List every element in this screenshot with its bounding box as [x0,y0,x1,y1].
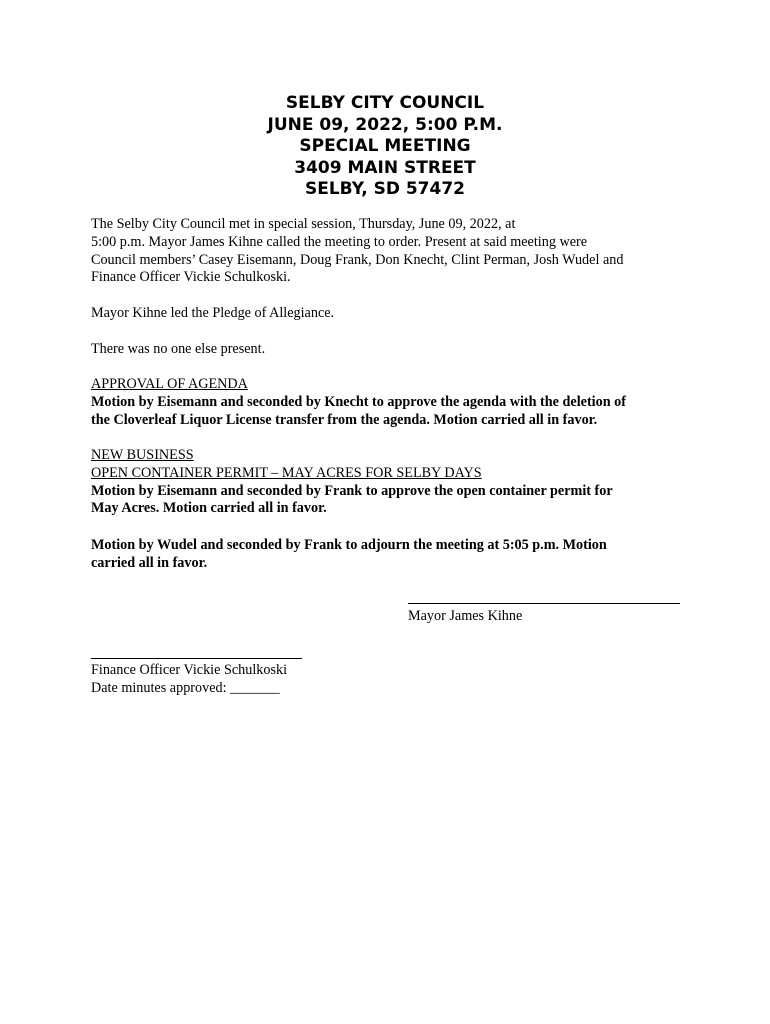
finance-officer-signature-block [91,662,287,698]
date-approved-label: Date minutes approved: _______ [91,679,280,696]
header-street-address: 3409 MAIN STREET [294,157,476,178]
header-council-name: SELBY CITY COUNCIL [285,93,485,113]
new-business-heading: NEW BUSINESS [91,447,194,463]
adjourn-motion-line: Motion by Wudel and seconded by Frank to adjourn the meeting at 5:05 p.m. Motion [91,537,607,553]
pledge-text: Mayor Kihne led the Pledge of Allegiance. [91,305,335,321]
new-business-section [91,447,691,518]
adjourn-section [91,537,691,573]
open-container-permit-heading: OPEN CONTAINER PERMIT – MAY ACRES FOR SELBY DAYS [91,464,482,481]
attendance-text: There was no one else present. [91,341,266,357]
finance-officer-signature-line [91,658,302,659]
attendance-paragraph [91,341,691,359]
permit-motion-line: Motion by Eisemann and seconded by Frank to approve the open container permit for [91,482,613,499]
intro-line: Finance Officer Vickie Schulkoski. [91,269,291,286]
header-meeting-type: SPECIAL MEETING [299,136,471,156]
finance-officer-label: Finance Officer Vickie Schulkoski [91,662,288,678]
agenda-motion-line: Motion by Eisemann and seconded by Knecht to approve the agenda with the deletion of [91,393,626,410]
agenda-heading: APPROVAL OF AGENDA [91,376,248,392]
agenda-motion-line: the Cloverleaf Liquor License transfer from the agenda. Motion carried all in favor. [91,411,598,428]
intro-line: The Selby City Council met in special session, Thursday, June 09, 2022, at [91,216,516,232]
adjourn-motion-line: carried all in favor. [91,554,208,571]
intro-line: 5:00 p.m. Mayor James Kihne called the meeting to order. Present at said meeting were [91,233,588,250]
meeting-header [0,93,770,201]
permit-motion-line: May Acres. Motion carried all in favor. [91,500,327,517]
agenda-section [91,376,691,429]
intro-line: Council members’ Casey Eisemann, Doug Frank, Don Knecht, Clint Perman, Josh Wudel and [91,251,624,268]
header-date-time: JUNE 09, 2022, 5:00 P.M. [267,114,503,135]
intro-paragraph [91,216,691,287]
pledge-paragraph [91,305,691,323]
mayor-signature-line [408,603,680,604]
mayor-signature-label: Mayor James Kihne [408,608,523,624]
header-city-state-zip: SELBY, SD 57472 [304,179,465,199]
